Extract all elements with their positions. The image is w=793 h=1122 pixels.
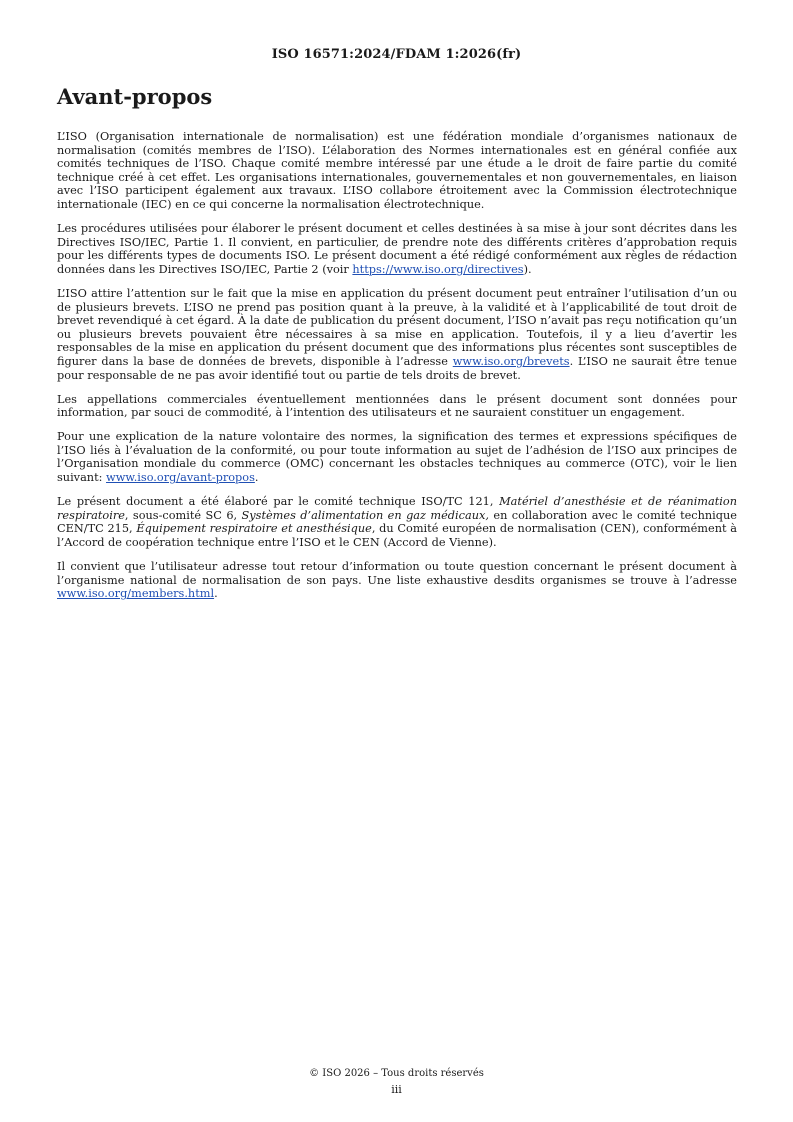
paragraph-iso-intro: L’ISO (Organisation internationale de normalisation) est une fédération mondiale d’organismes nationaux de normalisation (comités membres de l’ISO). L’élaboration des Normes internationales est en général confiée aux comités techniques de l’ISO. Chaque comité membre intéressé par une étude a le droit de faire partie du comité technique créé à cet effet. Les organisations internationales, gouvernementales et non gouvernementales, en liaison avec l’ISO participent également aux travaux. L’ISO collabore étroitement avec la Commission électrotechnique internationale (IEC) en ce qui concerne la normalisation électrotechnique. bbox=[57, 130, 737, 211]
paragraph-procedures-text: Les procédures utilisées pour élaborer le présent document et celles destinées à sa mise à jour sont décrites dans les Directives ISO/IEC, Partie 1. Il convient, en particulier, de prendre note des différents critères d’approbation requis pour les différents types de documents ISO. Le présent document a été rédigé conformément aux règles de rédaction données dans les Directives ISO/IEC, Partie 2 (voir bbox=[57, 222, 737, 276]
directives-link[interactable]: https://www.iso.org/directives bbox=[352, 262, 524, 276]
paragraph-feedback bbox=[57, 560, 737, 601]
document-reference: ISO 16571:2024/FDAM 1:2026(fr) bbox=[271, 47, 522, 62]
paragraph-trade-names: Les appellations commerciales éventuellement mentionnées dans le présent document sont données pour information, par souci de commodité, à l’intention des utilisateurs et ne sauraient constituer un engagement. bbox=[57, 392, 737, 420]
page-number: iii bbox=[391, 1083, 402, 1096]
patents-link[interactable]: www.iso.org/brevets bbox=[452, 354, 570, 368]
committee-title-cen: Équipement respiratoire et anesthésique bbox=[136, 522, 372, 536]
foreword-link[interactable]: www.iso.org/avant-propos bbox=[106, 471, 255, 485]
copyright-notice: © ISO 2026 – Tous droits réservés bbox=[309, 1068, 484, 1079]
paragraph-voluntary-text: Pour une explication de la nature volontaire des normes, la signification des termes et expressions spécifiques de l’ISO liés à l’évaluation de la conformité, ou pour toute information au sujet de l’adhésion de l’ISO aux principes de l’Organisation mondiale du commerce (OMC) concernant les obstacles techniques au commerce (OTC), voir le lien suivant: bbox=[57, 430, 737, 485]
paragraph-patents-text: L’ISO attire l’attention sur le fait que la mise en application du présent document peut entraîner l’utilisation d’un ou de plusieurs brevets. L’ISO ne prend pas position quant à la preuve, à la validité et à l’applicabilité de tout droit de brevet revendiqué à cet égard. À la date de publication du présent document, l’ISO n’avait pas reçu notification qu’un ou plusieurs brevets pouvaient être nécessaires à sa mise en application. Toutefois, il y a lieu d’avertir les responsables de la mise en application du présent document que des informations plus récentes sont susceptibles de figurer dans la base de données de brevets, disponible à l’adresse bbox=[57, 286, 737, 368]
paragraph-feedback-end: . bbox=[214, 587, 218, 601]
committee-title-iso: Matériel d’anesthésie et de réanimation respiratoire bbox=[57, 495, 737, 522]
paragraph-procedures bbox=[57, 222, 737, 276]
paragraph-feedback-text: Il convient que l’utilisateur adresse tout retour d’information ou toute question concernant le présent document à l’organisme national de normalisation de son pays. Une liste exhaustive desdits organismes se trouve à l’adresse bbox=[57, 560, 737, 587]
page-title: Avant-propos bbox=[57, 84, 213, 109]
committee-text-d: , du Comité européen de normalisation (CEN), conformément à l’Accord de coopération technique entre l’ISO et le CEN (Accord de Vienne). bbox=[57, 522, 737, 549]
paragraph-patents-end: . L’ISO ne saurait être tenue pour responsable de ne pas avoir identifié tout ou partie de tels droits de brevet. bbox=[57, 354, 737, 382]
paragraph-voluntary-end: . bbox=[254, 471, 259, 485]
paragraph-committee bbox=[57, 495, 737, 549]
committee-text-c: en collaboration avec le comité technique CEN/TC 215, bbox=[57, 508, 737, 536]
subcommittee-title: Systèmes d’alimentation en gaz médicaux, bbox=[241, 508, 489, 522]
committee-text-b: , sous-comité SC 6, bbox=[124, 508, 242, 522]
paragraph-procedures-end: ). bbox=[523, 262, 532, 276]
page-footer bbox=[0, 1066, 793, 1098]
paragraph-patents bbox=[57, 287, 737, 382]
members-link[interactable]: www.iso.org/members.html bbox=[57, 587, 215, 601]
paragraph-voluntary-nature bbox=[57, 430, 737, 484]
foreword-body bbox=[57, 130, 737, 611]
committee-text-a: Le présent document a été élaboré par le comité technique ISO/TC 121, bbox=[57, 495, 500, 509]
